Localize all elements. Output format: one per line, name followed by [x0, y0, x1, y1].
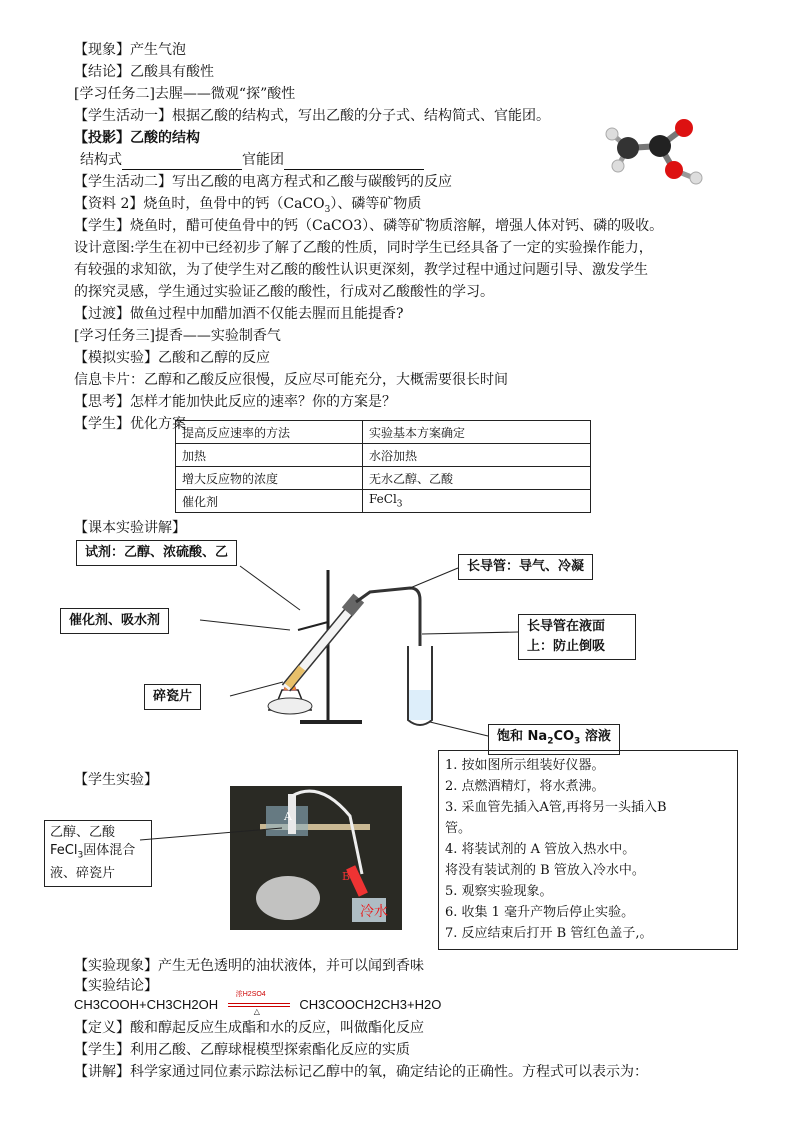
- line-lecture: 【讲解】科学家通过同位素示踪法标记乙醇中的氧，确定结论的正确性。方程式可以表示为：: [74, 1064, 648, 1080]
- photo-label-cold: 冷水: [360, 904, 388, 920]
- line-simulated-exp: 【模拟实验】乙酸和乙醇的反应: [74, 350, 270, 366]
- equation-condition: 浓H2SO4: [235, 990, 266, 998]
- callout-na2co3: 饱和 $Na_2CO_3$ 溶液: [488, 724, 620, 755]
- line-info-card: 信息卡片：乙醇和乙酸反应很慢，反应尽可能充分，大概需要很长时间: [74, 372, 508, 388]
- line-think: 【思考】怎样才能加快此反应的速率？你的方案是？: [74, 394, 396, 410]
- line-material-two: 【资料 2】烧鱼时，鱼骨中的钙（CaCO$_3$）、磷等矿物质: [74, 196, 422, 215]
- table-row: 增大反应物的浓度 无水乙醇、乙酸: [176, 467, 591, 490]
- step-item: 6. 收集 1 毫升产物后停止实验。: [445, 905, 635, 920]
- line-textbook-exp: 【课本实验讲解】: [74, 520, 186, 536]
- table-row: 加热 水浴加热: [176, 444, 591, 467]
- structure-label: 结构式: [80, 152, 122, 168]
- line-student-exp: 【学生实验】: [74, 772, 158, 788]
- step-item: 4. 将装试剂的 A 管放入热水中。: [445, 842, 636, 857]
- line-phenomenon: 【现象】产生气泡: [74, 42, 186, 58]
- step-item: 1. 按如图所示组装好仪器。: [445, 758, 605, 773]
- line-activity-one: 【学生活动一】根据乙酸的结构式，写出乙酸的分子式、结构简式、官能团。: [74, 108, 550, 124]
- line-exp-conclusion: 【实验结论】: [74, 978, 158, 994]
- esterification-equation: [74, 990, 442, 1016]
- line-design-3: 的探究灵感，学生通过实验证乙酸的酸性，行成对乙酸酸性的学习。: [74, 284, 494, 300]
- procedure-box: [438, 750, 738, 950]
- line-design-1: 设计意图:学生在初中已经初步了解了乙酸的性质，同时学生已经具备了一定的实验操作能力，: [74, 240, 653, 256]
- photo-label-b: B: [342, 870, 351, 883]
- step-item: 3. 采血管先插入A管,再将另一头插入B: [445, 800, 667, 815]
- step-item: 2. 点燃酒精灯，将水煮沸。: [445, 779, 605, 794]
- callout-long-tube: 长导管：导气、冷凝: [458, 554, 593, 580]
- step-item: 管。: [445, 821, 472, 836]
- step-item: 将没有装试剂的 B 管放入冷水中。: [445, 863, 645, 878]
- callout-reagent: 试剂：乙醇、浓硫酸、乙: [76, 540, 237, 566]
- line-phenomenon-exp: 【实验现象】产生无色透明的油状液体，并可以闻到香味: [74, 958, 424, 974]
- equation-left: CH3COOH+CH3CH2OH: [74, 997, 219, 1012]
- callout-above-liquid: 长导管在液面 上：防止倒吸: [518, 614, 636, 660]
- step-item: 7. 反应结束后打开 B 管红色盖子,。: [445, 926, 653, 941]
- line-task-two: [学习任务二]去腥——微观“探”酸性: [74, 86, 296, 102]
- callout-catalyst: 催化剂、吸水剂: [60, 608, 169, 634]
- line-activity-two: 【学生活动二】写出乙酸的电离方程式和乙酸与碳酸钙的反应: [74, 174, 452, 190]
- photo-label-a: A: [284, 810, 292, 823]
- line-transition: 【过渡】做鱼过程中加醋加酒不仅能去腥而且能提香?: [74, 306, 404, 322]
- callout-porcelain: 碎瓷片: [144, 684, 201, 710]
- line-design-2: 有较强的求知欲，为了使学生对乙酸的酸性认识更深刻，教学过程中通过问题引导、激发学生: [74, 262, 648, 278]
- line-conclusion: 【结论】乙酸具有酸性: [74, 64, 214, 80]
- line-ballstick: 【学生】利用乙酸、乙醇球棍模型探索酯化反应的实质: [74, 1042, 410, 1058]
- table-row: 催化剂 FeCl$_3$: [176, 490, 591, 513]
- step-item: 5. 观察实验现象。: [445, 884, 553, 899]
- mixture-label: 乙醇、乙酸 FeCl$_3$固体混合液、碎瓷片: [44, 820, 152, 887]
- table-row: 提高反应速率的方法 实验基本方案确定: [176, 421, 591, 444]
- equation-right: CH3COOCH2CH3+H2O: [299, 997, 442, 1012]
- line-projection: 【投影】乙酸的结构: [74, 130, 200, 146]
- line-definition: 【定义】酸和醇起反应生成酯和水的反应，叫做酯化反应: [74, 1020, 424, 1036]
- functional-group-label: 官能团: [242, 152, 284, 168]
- line-task-three: [学习任务三]提香——实验制香气: [74, 328, 281, 344]
- equation-heat: △: [253, 1006, 260, 1016]
- line-optimize: 【学生】优化方案: [74, 416, 186, 432]
- line-student: 【学生】烧鱼时，醋可使鱼骨中的钙（CaCO3）、磷等矿物质溶解，增强人体对钙、磷的吸收。: [74, 218, 664, 234]
